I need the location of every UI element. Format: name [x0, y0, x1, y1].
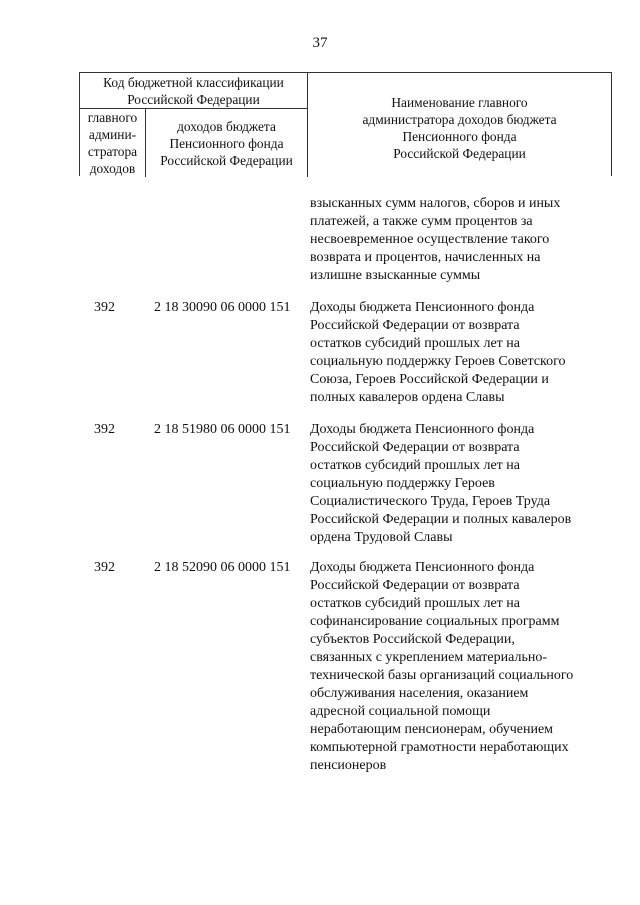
- header-budget-income: [146, 109, 308, 177]
- admin-code: 392: [94, 560, 115, 575]
- page-number: 37: [312, 35, 328, 51]
- row-description: [310, 421, 600, 547]
- row-description: [310, 299, 600, 407]
- description-line: неработающим пенсионерам, обучением: [310, 722, 554, 737]
- description-line: остатков субсидий прошлых лет на: [310, 336, 520, 351]
- description-line: несвоевременное осуществление такого: [310, 232, 550, 247]
- description-line: Российской Федерации от возврата: [310, 578, 520, 593]
- description-line: связанных с укреплением материально-: [310, 650, 547, 665]
- header-name-line: Пенсионного фонда: [402, 129, 517, 144]
- header-income-line: доходов бюджета: [177, 118, 276, 134]
- table-header: [79, 72, 612, 176]
- description-line: софинансирование социальных программ: [310, 614, 560, 629]
- description-line: адресной социальной помощи: [310, 704, 491, 719]
- admin-code: 392: [94, 422, 115, 437]
- description-line: ордена Трудовой Славы: [310, 530, 453, 545]
- description-line: остатков субсидий прошлых лет на: [310, 458, 520, 473]
- description-line: полных кавалеров ордена Славы: [310, 390, 505, 405]
- header-admin-line: стратора: [87, 144, 138, 159]
- header-admin-line: доходов: [89, 161, 136, 176]
- description-line: компьютерной грамотности неработающих: [310, 740, 569, 755]
- continued-description: [310, 195, 600, 285]
- header-income-line: Пенсионного фонда: [169, 135, 284, 151]
- header-income-line: Российской Федерации: [160, 152, 293, 168]
- description-line: Российской Федерации и полных кавалеров: [310, 512, 572, 527]
- description-line: Доходы бюджета Пенсионного фонда: [310, 422, 535, 437]
- header-administrator-name: [308, 73, 611, 177]
- admin-code: 392: [94, 300, 115, 315]
- description-line: Российской Федерации от возврата: [310, 318, 520, 333]
- description-line: Социалистического Труда, Героев Труда: [310, 494, 551, 509]
- description-line: остатков субсидий прошлых лет на: [310, 596, 520, 611]
- header-code-title-line: Код бюджетной классификации: [103, 74, 284, 90]
- description-line: социальную поддержку Героев: [310, 476, 495, 491]
- header-budget-classification-code: [80, 73, 308, 109]
- row-description: [310, 559, 600, 775]
- description-line: возврата и процентов, начисленных на: [310, 250, 541, 265]
- header-admin-line: главного: [87, 110, 138, 125]
- description-line: излишне взысканные суммы: [310, 268, 481, 283]
- description-line: платежей, а также сумм процентов за: [310, 214, 533, 229]
- description-line: технической базы организаций социального: [310, 668, 574, 683]
- header-name-line: Российской Федерации: [393, 146, 526, 161]
- header-admin-line: админи-: [88, 127, 137, 142]
- header-name-line: администратора доходов бюджета: [362, 112, 557, 127]
- header-chief-administrator: [80, 109, 146, 177]
- description-line: Российской Федерации от возврата: [310, 440, 520, 455]
- description-line: Доходы бюджета Пенсионного фонда: [310, 300, 535, 315]
- header-code-title-line: Российской Федерации: [127, 91, 260, 107]
- description-line: взысканных сумм налогов, сборов и иных: [310, 196, 561, 211]
- budget-code: 2 18 51980 06 0000 151: [154, 422, 291, 437]
- budget-code: 2 18 52090 06 0000 151: [154, 560, 291, 575]
- budget-code: 2 18 30090 06 0000 151: [154, 300, 291, 315]
- description-line: социальную поддержку Героев Советского: [310, 354, 566, 369]
- description-line: пенсионеров: [310, 758, 387, 773]
- description-line: Доходы бюджета Пенсионного фонда: [310, 560, 535, 575]
- description-line: обслуживания населения, оказанием: [310, 686, 529, 701]
- description-line: субъектов Российской Федерации,: [310, 632, 515, 647]
- header-name-line: Наименование главного: [391, 95, 528, 110]
- description-line: Союза, Героев Российской Федерации и: [310, 372, 549, 387]
